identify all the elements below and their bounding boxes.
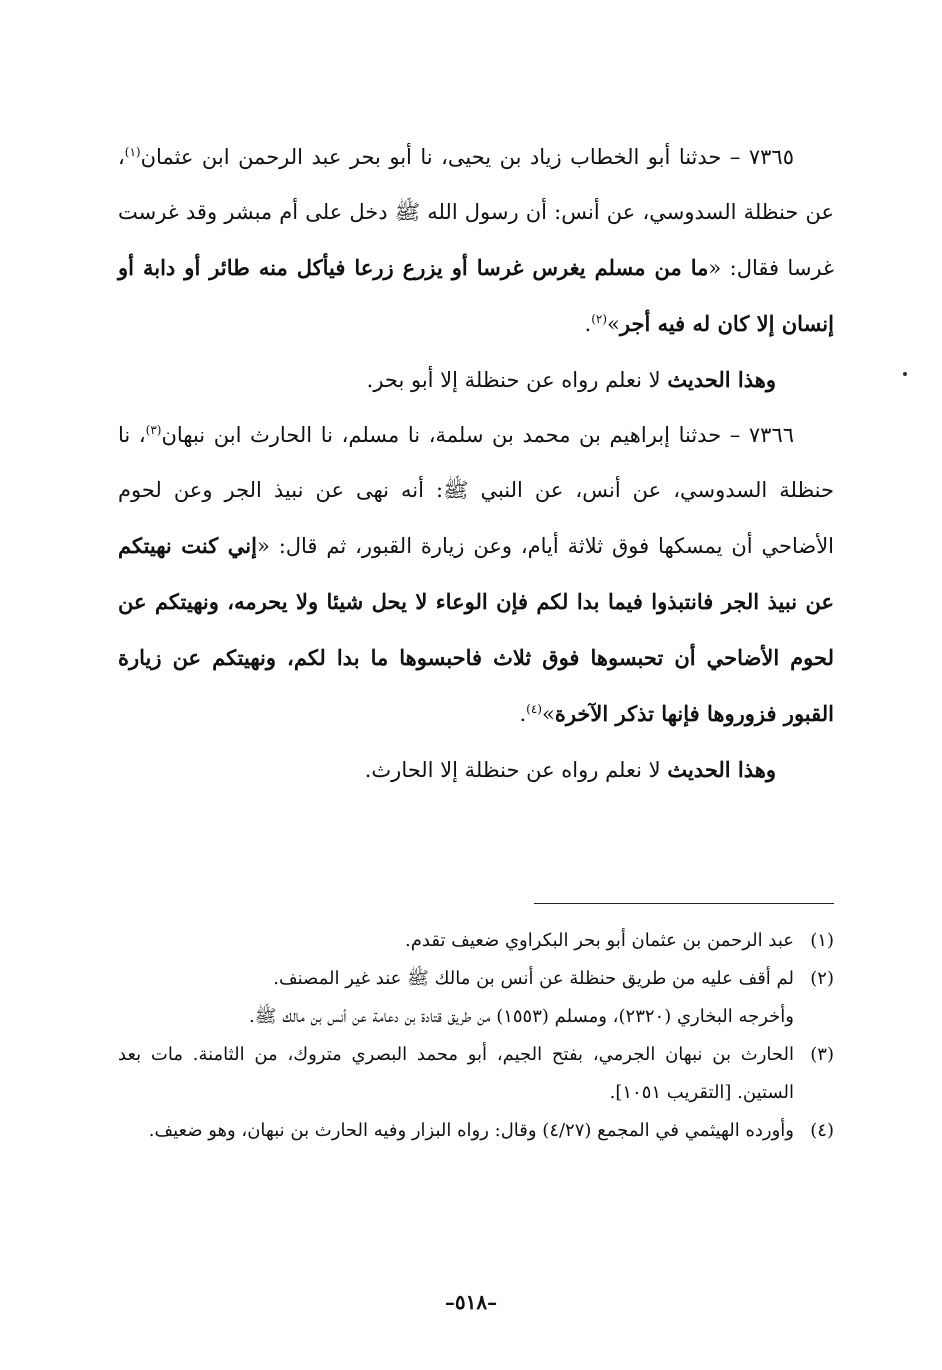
hadith-7365-text-3: » — [607, 312, 620, 336]
hadith-7365 — [118, 130, 834, 352]
footnote-ref-1: (١) — [124, 145, 141, 159]
hadith-7366-text-1: ٧٣٦٦ – حدثنا إبراهيم بن محمد بن سلمة، نا مسلم، نا الحارث ابن نبهان — [161, 423, 795, 447]
footnote-2 — [118, 960, 834, 1036]
page-number: –٥١٨– — [444, 1290, 498, 1314]
footnote-3 — [118, 1036, 834, 1112]
hadith-7365-comment-text: لا نعلم رواه عن حنظلة إلا أبو بحر. — [366, 368, 668, 392]
hadith-7365-comment — [118, 352, 834, 408]
hadith-7366-text-4: . — [519, 702, 527, 726]
footnote-text: عبد الرحمن بن عثمان أبو بحر البكراوي ضعيف تقدم. — [405, 930, 794, 951]
hadith-7366-text-3: » — [541, 702, 555, 726]
hadith-7366-comment — [118, 742, 834, 798]
main-text — [118, 130, 834, 798]
footnote-number: (٢) — [810, 968, 834, 989]
footnote-1 — [118, 922, 834, 960]
hadith-7365-text-1: ٧٣٦٥ – حدثنا أبو الخطاب زياد بن يحيى، نا أبو بحر عبد الرحمن ابن عثمان — [140, 145, 794, 169]
footnote-number: (٤) — [810, 1120, 834, 1141]
footnote-text: الحارث بن نبهان الجرمي، بفتح الجيم، أبو محمد البصري متروك، من الثامنة. مات بعد الستين. [التقريب ١٠٥١]. — [118, 1044, 794, 1103]
footnote-continuation: وأخرجه البخاري (٢٣٢٠)، ومسلم (١٥٥٣) من طريق قتادة بن دعامة عن أنس بن مالك ﷺ. — [249, 1006, 794, 1027]
footnote-ref-2: (٢) — [591, 312, 608, 326]
hadith-7366-comment-text: لا نعلم رواه عن حنظلة إلا الحارث. — [364, 758, 668, 782]
footnotes — [118, 922, 834, 1150]
footnote-text: لم أقف عليه من طريق حنظلة عن أنس بن مالك ﷺ عند غير المصنف. — [273, 968, 794, 989]
hadith-7365-text-2: ، عن حنظلة السدوسي، عن أنس: أن رسول الله ﷺ دخل على أم مبشر وقد غرست غرسا فقال: « — [118, 145, 834, 280]
hadith-7366-matn: إني كنت نهيتكم عن نبيذ الجر فانتبذوا فيما بدا لكم فإن الوعاء لا يحل شيئا ولا يحرمه، ونهيتكم عن لحوم الأضاحي أن تحبسوها فوق ثلاث فاحبسوها ما بدا لكم، ونهيتكم عن زيارة القبور فزوروها فإنها تذكر الآخرة — [118, 533, 834, 726]
hadith-7365-text-4: . — [584, 312, 592, 336]
hadith-7365-comment-bold: وهذا الحديث — [667, 367, 776, 392]
footnote-ref-3: (٣) — [145, 423, 162, 437]
footnote-divider — [534, 903, 834, 904]
footnote-ref-4: (٤) — [526, 702, 542, 716]
hadith-7366-text-2: ، نا حنظلة السدوسي، عن أنس، عن النبي ﷺ: أنه نهى عن نبيذ الجر وعن لحوم الأضاحي أن يمسكها فوق ثلاثة أيام، وعن زيارة القبور، ثم قال: « — [118, 423, 835, 558]
footnote-text: وأورده الهيثمي في المجمع (٤/٢٧) وقال: رواه البزار وفيه الحارث بن نبهان، وهو ضعيف. — [148, 1120, 794, 1141]
footnote-number: (٣) — [810, 1044, 834, 1065]
footnote-4 — [118, 1112, 834, 1150]
hadith-7366-comment-bold: وهذا الحديث — [667, 757, 776, 782]
stray-dot-mark — [903, 372, 907, 376]
footnote-number: (١) — [810, 930, 834, 951]
hadith-7366 — [118, 408, 834, 742]
hadith-7365-matn: ما من مسلم يغرس غرسا أو يزرع زرعا فيأكل منه طائر أو دابة أو إنسان إلا كان له فيه أجر — [118, 255, 834, 336]
